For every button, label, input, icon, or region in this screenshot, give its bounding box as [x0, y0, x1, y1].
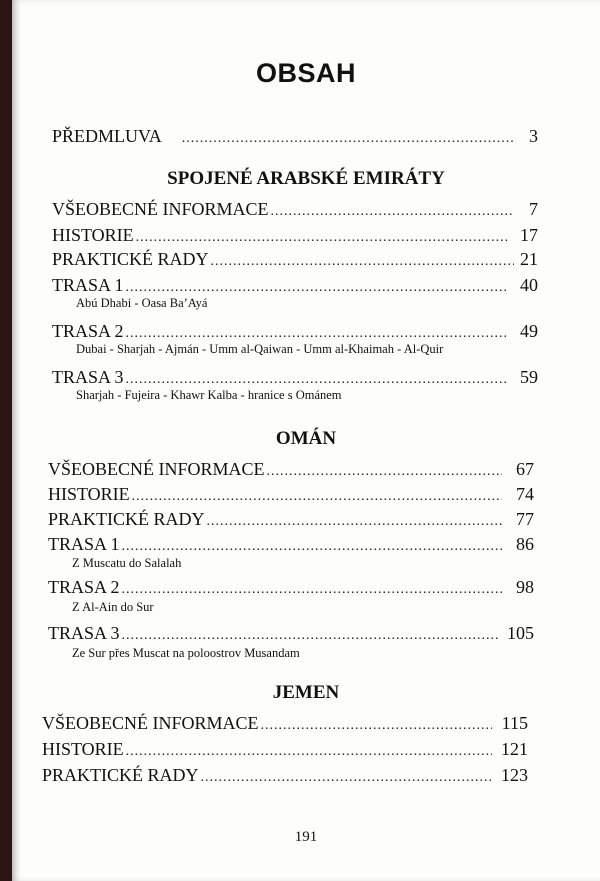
toc-entry-label: TRASA 1: [48, 534, 120, 554]
page-number: 191: [294, 829, 318, 845]
dot-leader: [271, 205, 514, 219]
toc-entry-page: 7: [529, 199, 538, 219]
dot-leader: [211, 255, 514, 269]
toc-entry-yemen-history: [42, 740, 528, 759]
toc-entry-uae-route2: [52, 322, 538, 341]
toc-entry-oman-route3: [48, 624, 534, 643]
toc-entry-label: VŠEOBECNÉ INFORMACE: [48, 459, 265, 479]
toc-entry-uae-general: [52, 200, 538, 219]
toc-entry-page: 49: [520, 321, 538, 341]
toc-entry-page: 121: [501, 739, 528, 759]
toc-entry-page: 21: [520, 249, 538, 269]
toc-entry-uae-route1: [52, 276, 538, 295]
toc-entry-preface: [52, 127, 538, 146]
toc-entry-label: PRAKTICKÉ RADY: [48, 509, 205, 529]
toc-entry-label: VŠEOBECNÉ INFORMACE: [42, 713, 259, 733]
toc-entry-page: 115: [501, 713, 528, 733]
toc-entry-label: HISTORIE: [48, 484, 130, 504]
section-heading-yemen: JEMEN: [272, 682, 340, 703]
dot-leader: [136, 231, 510, 245]
dot-leader: [122, 583, 502, 597]
route-description: Sharjah - Fujeira - Khawr Kalba - hranice s Ománem: [76, 388, 342, 402]
toc-entry-label: TRASA 2: [52, 321, 124, 341]
toc-entry-label: TRASA 2: [48, 577, 120, 597]
dot-leader: [126, 745, 492, 759]
dot-leader: [182, 132, 514, 146]
toc-entry-label: TRASA 3: [52, 367, 124, 387]
toc-entry-page: 123: [501, 765, 528, 785]
section-heading-uae: SPOJENÉ ARABSKÉ EMIRÁTY: [167, 168, 445, 189]
toc-entry-oman-general: [48, 460, 534, 479]
toc-entry-yemen-general: [42, 714, 528, 733]
toc-entry-label: PRAKTICKÉ RADY: [42, 765, 199, 785]
dot-leader: [126, 373, 506, 387]
toc-entry-page: 67: [516, 459, 534, 479]
dot-leader: [132, 490, 502, 504]
toc-entry-oman-route1: [48, 535, 534, 554]
route-description: Dubai - Sharjah - Ajmán - Umm al-Qaiwan - Umm al-Khaimah - Al-Quir: [76, 342, 444, 356]
dot-leader: [122, 629, 498, 643]
toc-entry-label: HISTORIE: [42, 739, 124, 759]
toc-entry-page: 98: [516, 577, 534, 597]
toc-entry-label: TRASA 1: [52, 275, 124, 295]
dot-leader: [126, 281, 506, 295]
route-description: Abú Dhabi - Oasa Ba’Ayá: [76, 296, 208, 310]
toc-entry-page: 77: [516, 509, 534, 529]
toc-entry-label: TRASA 3: [48, 623, 120, 643]
route-description: Ze Sur přes Muscat na poloostrov Musandam: [72, 646, 300, 660]
toc-entry-page: 86: [516, 534, 534, 554]
dot-leader: [122, 540, 502, 554]
toc-entry-uae-history: [52, 226, 538, 245]
toc-entry-label: VŠEOBECNÉ INFORMACE: [52, 199, 269, 219]
toc-entry-label: PŘEDMLUVA: [52, 126, 162, 146]
route-description: Z Al-Ain do Sur: [72, 600, 154, 614]
dot-leader: [201, 771, 492, 785]
toc-entry-page: 74: [516, 484, 534, 504]
dot-leader: [267, 465, 502, 479]
toc-entry-label: HISTORIE: [52, 225, 134, 245]
book-page: [12, 0, 600, 881]
toc-entry-label: PRAKTICKÉ RADY: [52, 249, 209, 269]
route-description: Z Muscatu do Salalah: [72, 556, 182, 570]
toc-entry-oman-tips: [48, 510, 534, 529]
toc-entry-page: 105: [507, 623, 534, 643]
toc-entry-oman-history: [48, 485, 534, 504]
toc-entry-uae-route3: [52, 368, 538, 387]
toc-entry-yemen-tips: [42, 766, 528, 785]
toc-entry-page: 3: [529, 126, 538, 146]
toc-entry-page: 59: [520, 367, 538, 387]
toc-entry-oman-route2: [48, 578, 534, 597]
toc-entry-uae-tips: [52, 250, 538, 269]
page-title: OBSAH: [255, 58, 356, 88]
section-heading-oman: OMÁN: [275, 428, 337, 449]
toc-entry-page: 17: [520, 225, 538, 245]
dot-leader: [261, 719, 492, 733]
dot-leader: [126, 327, 506, 341]
toc-entry-page: 40: [520, 275, 538, 295]
dot-leader: [207, 515, 502, 529]
